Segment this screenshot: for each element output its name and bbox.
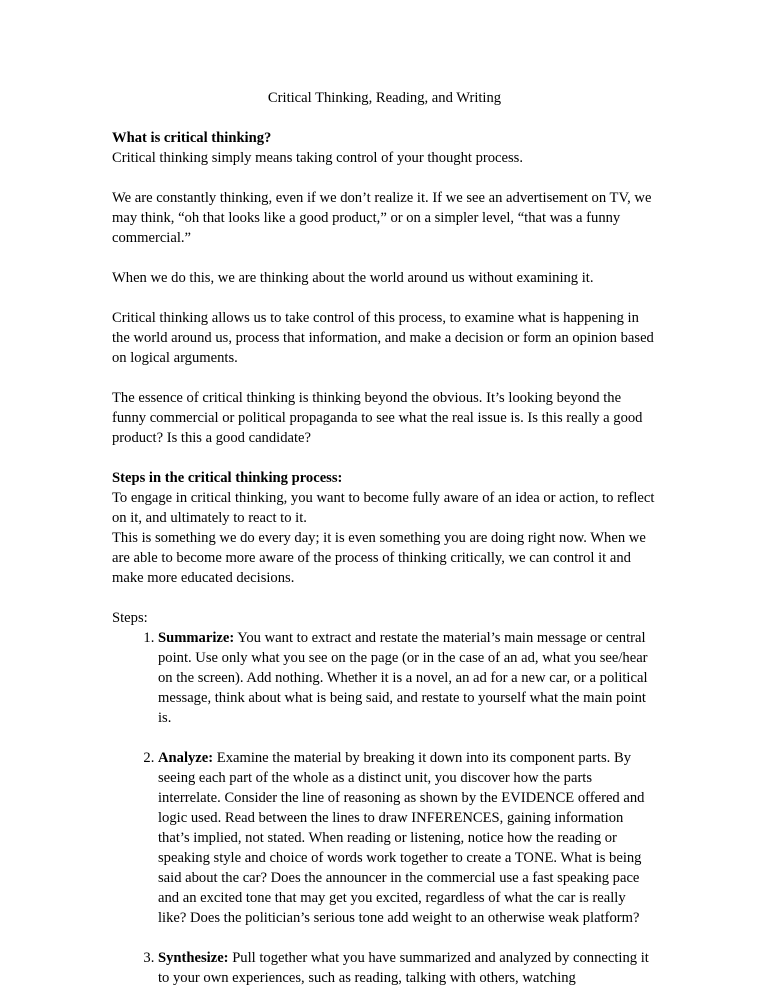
list-item-analyze	[158, 748, 657, 928]
steps-list	[112, 628, 657, 988]
section-heading-steps-process: Steps in the critical thinking process:	[112, 470, 343, 486]
step-text: You want to extract and restate the material’s main message or central point. Use only what you see on the page (or in the case of an ad, what you see/hear on the screen). Add nothing. Whether it is a novel, an ad for a new car, or a political message, think about what is being said, and restate to yourself what the main point is.	[158, 630, 648, 726]
paragraph-gap	[112, 168, 657, 188]
intro-paragraph: Critical thinking simply means taking control of your thought process.	[112, 150, 523, 166]
paragraph-gap	[112, 588, 657, 608]
step-text: Examine the material by breaking it down into its component parts. By seeing each part of the whole as a distinct unit, you discover how the parts interrelate. Consider the line of reasoning as shown by the EVIDENCE offered and logic used. Read between the lines to draw INFERENCES, gaining information that’s implied, not stated. When reading or listening, notice how the reading or speaking style and choice of words work together to create a TONE. What is being said about the car? Does the announcer in the commercial use a fast speaking pace and an excited tone that may get you excited, regardless of what the car is really like? Does the politician’s serious tone add weight to an otherwise weak platform?	[158, 750, 645, 926]
paragraph-take-control: Critical thinking allows us to take control of this process, to examine what is happening in the world around us, process that information, and make a decision or form an opinion based on logical arguments.	[112, 310, 654, 366]
list-item-summarize	[158, 628, 657, 728]
paragraph-essence: The essence of critical thinking is thinking beyond the obvious. It’s looking beyond the funny commercial or political propaganda to see what the real issue is. Is this really a good product? Is this a good candidate?	[112, 390, 643, 446]
paragraph-every-day: This is something we do every day; it is even something you are doing right now. When we are able to become more aware of the process of thinking critically, we can control it and make more educated decisions.	[112, 530, 646, 586]
paragraph-gap	[112, 248, 657, 268]
step-text: Pull together what you have summarized and analyzed by connecting it to your own experiences, such as reading, talking with others, watching	[158, 950, 649, 986]
paragraph-without-examining: When we do this, we are thinking about the world around us without examining it.	[112, 270, 594, 286]
step-term: Analyze:	[158, 750, 214, 766]
step-term: Synthesize:	[158, 950, 229, 966]
paragraph-gap	[112, 288, 657, 308]
paragraph-constantly-thinking: We are constantly thinking, even if we don’t realize it. If we see an advertisement on TV, we may think, “oh that looks like a good product,” or on a simpler level, “that was a funny commercial.”	[112, 190, 652, 246]
steps-label: Steps:	[112, 610, 148, 626]
section-heading-what-is-critical-thinking: What is critical thinking?	[112, 130, 272, 146]
list-item-synthesize	[158, 948, 657, 988]
paragraph-gap	[112, 368, 657, 388]
paragraph-gap	[112, 448, 657, 468]
step-term: Summarize:	[158, 630, 235, 646]
document-page	[112, 88, 657, 1008]
document-title: Critical Thinking, Reading, and Writing	[267, 90, 502, 106]
paragraph-engage: To engage in critical thinking, you want to become fully aware of an idea or action, to reflect on it, and ultimately to react to it.	[112, 490, 655, 526]
